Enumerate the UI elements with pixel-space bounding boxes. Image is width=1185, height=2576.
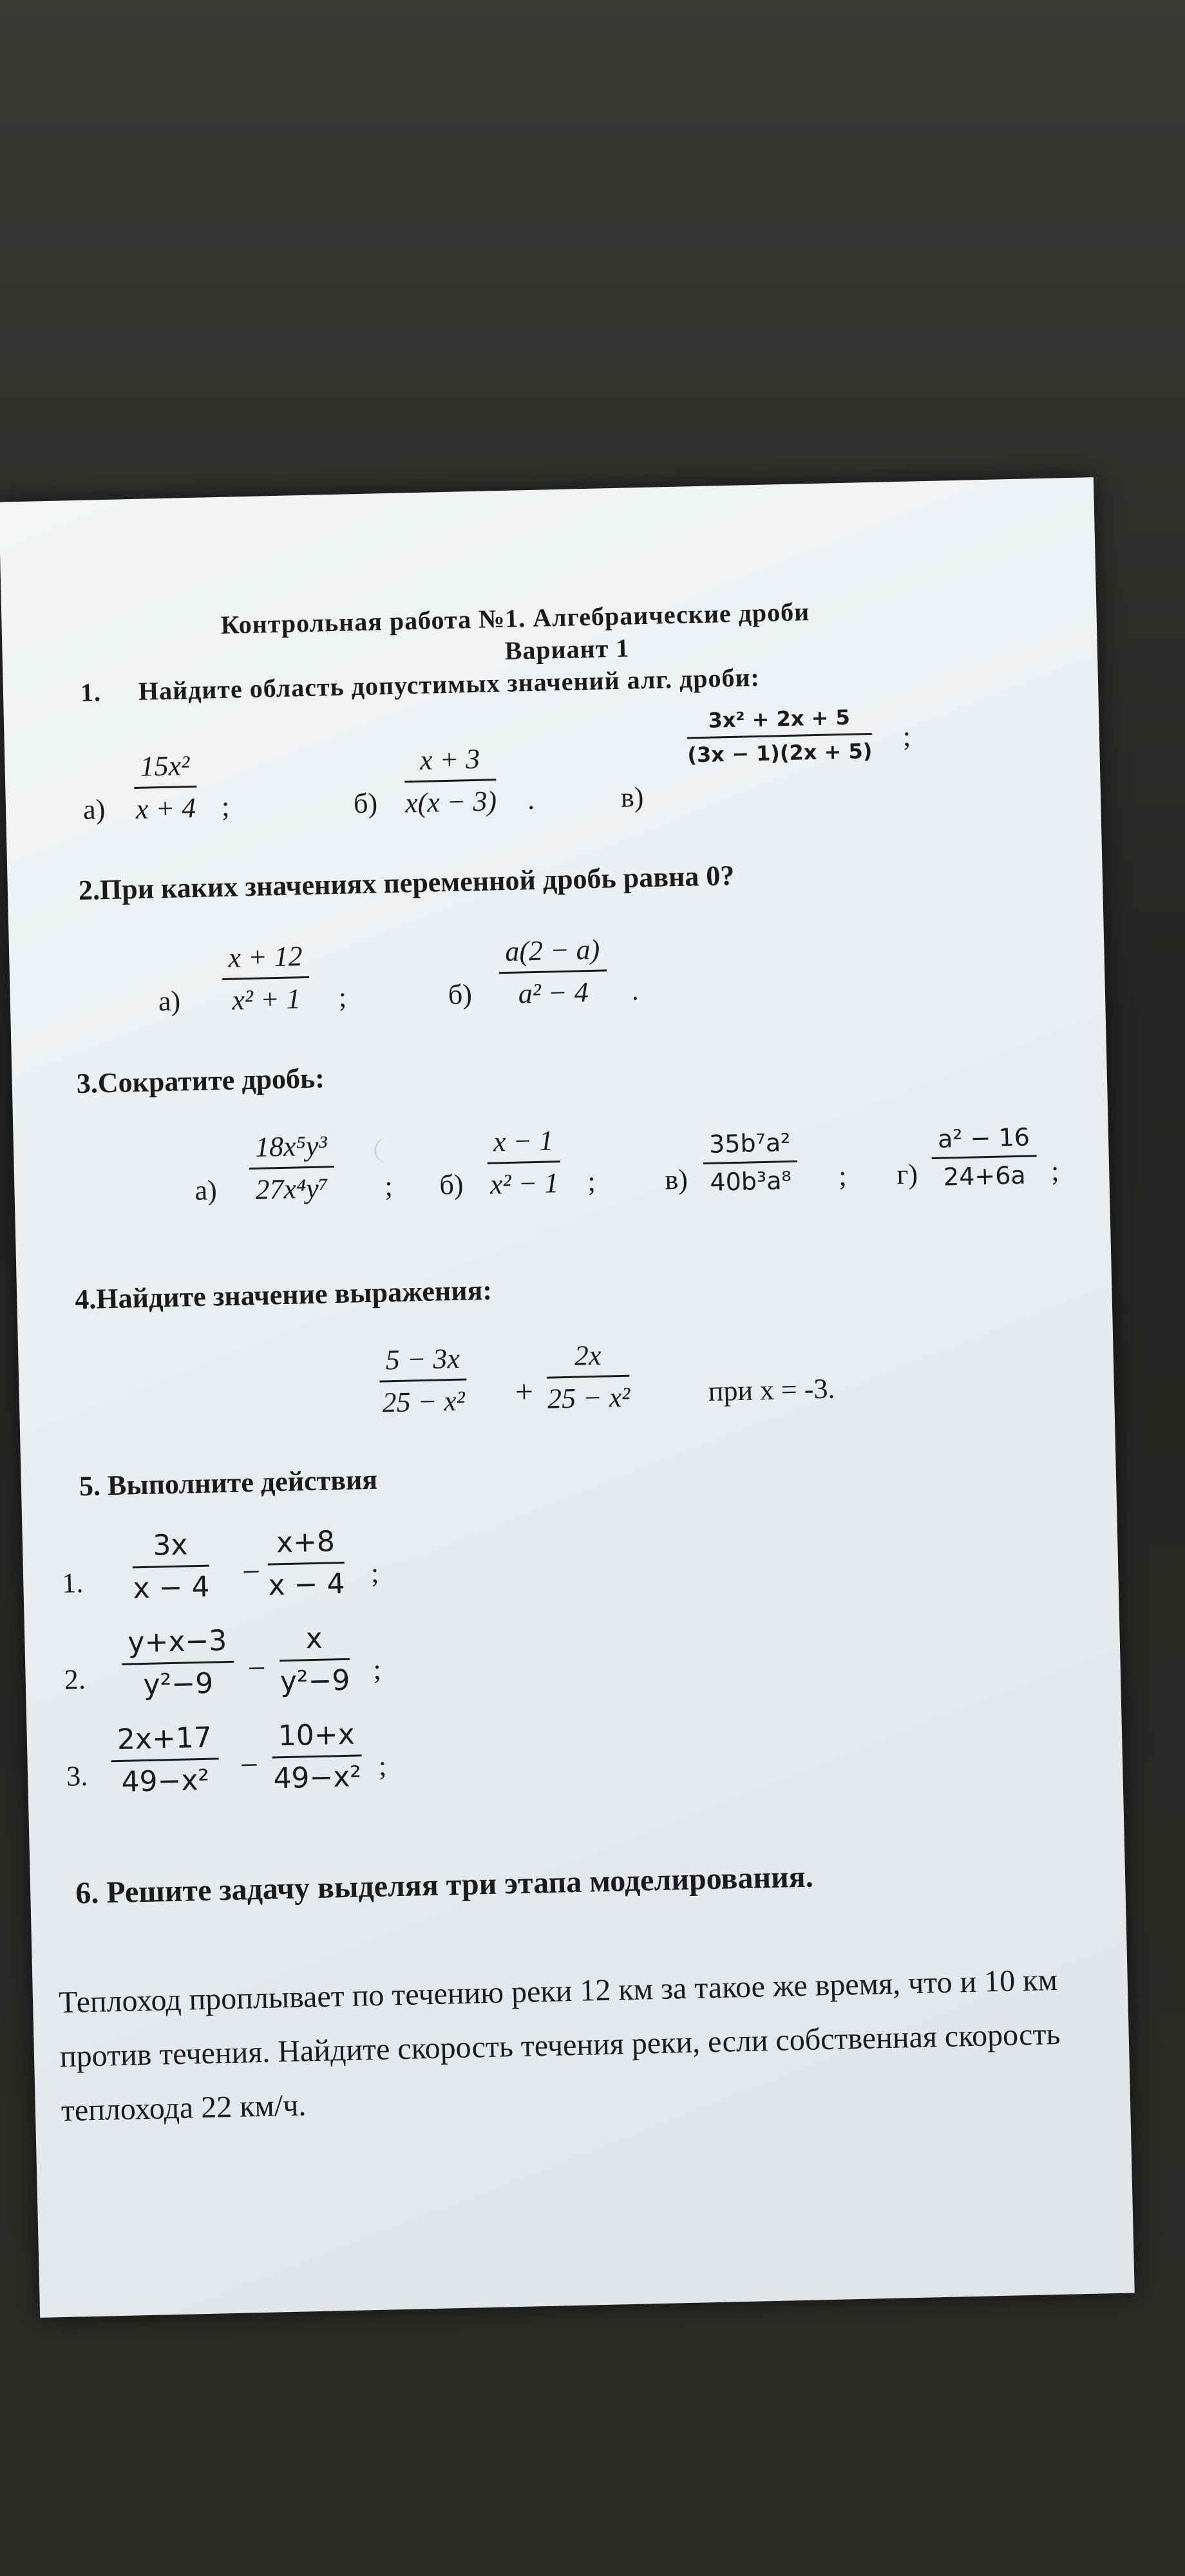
task4-fraction-2 <box>546 1338 630 1416</box>
task3-c-label: в) <box>664 1163 688 1196</box>
numerator: a² − 16 <box>931 1122 1037 1159</box>
task3-b-fraction <box>486 1124 561 1201</box>
task5-item2-end: ; <box>372 1653 382 1685</box>
denominator: y²−9 <box>280 1663 351 1699</box>
numerator: x + 3 <box>404 742 496 782</box>
task3-heading: 3.Сократите дробь: <box>76 1062 325 1100</box>
minus-sign: − <box>247 1649 267 1687</box>
numerator: 3x² + 2x + 5 <box>687 705 872 739</box>
minus-sign: − <box>240 1747 259 1783</box>
task5-item3-number: 3. <box>66 1760 88 1792</box>
task3-a-label: а) <box>194 1174 218 1207</box>
task1-a-fraction <box>133 749 197 826</box>
numerator: 3x <box>131 1528 209 1569</box>
numerator: 2x+17 <box>110 1721 218 1762</box>
numerator: y+x−3 <box>121 1624 234 1665</box>
task5-item2-fraction-2 <box>279 1622 350 1698</box>
task4-condition: при x = -3. <box>708 1372 835 1408</box>
task6-heading: 6. Решите задачу выделяя три этапа моделирования. <box>75 1859 814 1911</box>
denominator: y²−9 <box>143 1667 214 1702</box>
denominator: 24+6a <box>943 1160 1027 1191</box>
task1-a-label: а) <box>82 793 106 826</box>
denominator: x(x − 3) <box>404 785 497 819</box>
denominator: 40b³a⁸ <box>709 1166 792 1197</box>
task3-a-fraction <box>248 1129 334 1206</box>
task2-a-label: а) <box>158 985 181 1018</box>
denominator: 49−x² <box>272 1760 362 1795</box>
variant-label: Вариант 1 <box>504 633 630 665</box>
task4-fraction-1 <box>379 1342 468 1419</box>
task1-a-end: ; <box>221 790 230 822</box>
task3-a-end: ; <box>384 1170 393 1202</box>
task2-heading: 2.При каких значениях переменной дробь равна 0? <box>78 859 735 906</box>
denominator: x − 4 <box>267 1567 345 1602</box>
task5-item3-fraction-2 <box>271 1718 363 1795</box>
task5-item2-number: 2. <box>64 1663 86 1696</box>
task1-c-fraction <box>687 705 873 767</box>
task5-heading: 5. Выполните действия <box>79 1463 378 1502</box>
task1-c-end: ; <box>902 720 911 752</box>
worksheet-page <box>0 477 1135 2318</box>
task3-c-end: ; <box>838 1160 848 1192</box>
task3-d-fraction <box>931 1122 1038 1191</box>
task3-c-fraction <box>703 1128 799 1197</box>
numerator: x + 12 <box>222 940 310 980</box>
pencil-mark <box>374 1137 403 1164</box>
task3-b-end: ; <box>587 1165 596 1198</box>
page-title: Контрольная работа №1. Алгебраические дроби <box>220 597 810 639</box>
plus-sign: + <box>515 1373 534 1410</box>
task5-item3-fraction-1 <box>110 1721 220 1799</box>
task1-b-end: . <box>527 783 535 816</box>
denominator: 27x⁴y⁷ <box>254 1172 329 1206</box>
task3-d-end: ; <box>1050 1155 1060 1187</box>
task5-item1-end: ; <box>370 1557 379 1589</box>
denominator: 25 − x² <box>547 1381 630 1415</box>
numerator: 18x⁵y³ <box>248 1129 334 1170</box>
denominator: a² − 4 <box>518 976 589 1010</box>
task3-d-label: г) <box>896 1158 918 1191</box>
task4-heading: 4.Найдите значение выражения: <box>74 1274 493 1316</box>
task1-heading: Найдите область допустимых значений алг. дроби: <box>138 662 761 706</box>
numerator: x − 1 <box>486 1124 560 1164</box>
numerator: 35b⁷a² <box>703 1128 797 1164</box>
denominator: 25 − x² <box>381 1385 466 1419</box>
task2-a-fraction <box>222 940 310 1017</box>
numerator: 10+x <box>271 1718 361 1758</box>
numerator: 2x <box>546 1338 630 1379</box>
numerator: 5 − 3x <box>379 1342 467 1383</box>
task2-b-end: . <box>631 974 640 1007</box>
task1-b-fraction <box>404 742 497 819</box>
denominator: x² + 1 <box>231 983 301 1016</box>
task2-b-label: б) <box>448 978 473 1011</box>
denominator: x² − 1 <box>489 1167 559 1200</box>
denominator: x − 4 <box>132 1570 210 1605</box>
task6-problem-text: Теплоход проплывает по течению реки 12 км за такое же время, что и 10 км против течения. Найдите скорость течения реки, если собственная скорость теплохода 22 км/ч. <box>58 1962 1061 2128</box>
numerator: x+8 <box>267 1525 344 1566</box>
denominator: 49−x² <box>120 1763 210 1799</box>
denominator: x + 4 <box>135 791 196 825</box>
task5-item1-fraction-1 <box>131 1528 209 1605</box>
task1-c-label: в) <box>620 781 644 813</box>
task5-item3-end: ; <box>378 1750 387 1782</box>
minus-sign: − <box>242 1553 261 1590</box>
task1-b-label: б) <box>353 787 378 820</box>
task5-item2-fraction-1 <box>121 1624 234 1702</box>
numerator: x <box>279 1622 350 1662</box>
denominator: (3x − 1)(2x + 5) <box>687 738 873 768</box>
numerator: a(2 − a) <box>498 933 607 974</box>
task1-number: 1. <box>80 677 102 707</box>
task5-item1-number: 1. <box>61 1567 84 1599</box>
task5-item1-fraction-2 <box>267 1525 345 1602</box>
task3-b-label: б) <box>439 1168 464 1201</box>
task2-b-fraction <box>498 933 608 1010</box>
task2-a-end: ; <box>338 981 347 1013</box>
numerator: 15x² <box>133 749 196 789</box>
